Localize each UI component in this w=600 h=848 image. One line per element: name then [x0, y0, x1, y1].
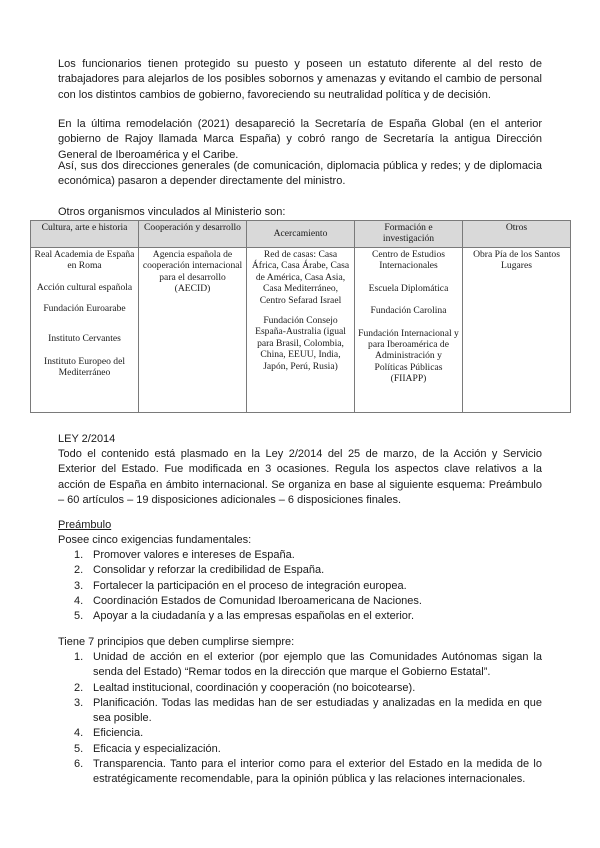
- org-accion-cultural: Acción cultural española: [36, 281, 133, 293]
- list-item: 4. Eficiencia.: [74, 727, 144, 740]
- list-item: 3. Planificación. Todas las medidas han de ser estudiadas y analizadas en la medida en que sea posible.: [74, 696, 542, 725]
- org-fundacion-euroarabe: Fundación Euroarabe: [43, 303, 126, 315]
- ley-title: LEY 2/2014: [58, 433, 116, 445]
- principios-intro: Tiene 7 principios que deben cumplirse siempre:: [58, 636, 295, 648]
- intro-paragraph-2: En la última remodelación (2021) desapareció la Secretaría de España Global (en el anterior gobierno de Rajoy llamada Marca España) y cobró rango de Secretaría la antigua Dirección General de Iberoamérica y el Caribe.: [58, 118, 542, 161]
- header-cultura: Cultura, arte e historia: [31, 221, 139, 248]
- header-otros: Otros: [463, 221, 571, 248]
- org-real-academia: Real Academia de España en Roma: [34, 249, 135, 272]
- org-centro-estudios: Centro de Estudios Internacionales: [371, 249, 445, 272]
- list-item: 4. Coordinación Estados de Comunidad Iberoamericana de Naciones.: [74, 594, 422, 607]
- list-item: 5. Apoyar a la ciudadanía y a las empresas españolas en el exterior.: [74, 610, 415, 623]
- ley-paragraph: Todo el contenido está plasmado en la Ley 2/2014 del 25 de marzo, de la Acción y Servicio Exterior del Estado. Fue modificada en 3 ocasiones. Regula los aspectos clave relativos a la acción de España en ámbito internacional. Se organiza en base al siguiente esquema: Preámbulo – 60 artículos – 19 disposiciones adicionales – 6 disposiciones finales.: [58, 448, 542, 506]
- table-caption: Otros organismos vinculados al Ministerio son:: [58, 206, 286, 218]
- org-obra-pia: Obra Pía de los Santos Lugares: [473, 249, 560, 272]
- org-aecid: Agencia española de cooperación internacional para el desarrollo (AECID): [142, 249, 243, 295]
- preambulo-intro: Posee cinco exigencias fundamentales:: [58, 534, 252, 546]
- header-cooperacion: Cooperación y desarrollo: [139, 221, 247, 248]
- header-acercamiento: Acercamiento: [247, 221, 355, 248]
- list-item: 5. Eficacia y especialización.: [74, 742, 221, 755]
- organisms-table: [30, 220, 571, 413]
- table-row: [31, 248, 571, 413]
- org-instituto-cervantes: Instituto Cervantes: [48, 332, 121, 344]
- org-fundacion-carolina: Fundación Carolina: [370, 305, 447, 317]
- list-item: 2. Lealtad institucional, coordinación y cooperación (no boicotearse).: [74, 681, 416, 694]
- org-fundacion-consejo: Fundación Consejo España-Australia (igual para Brasil, Colombia, China, EEUU, India, Japón, Perú, Rusia): [255, 315, 346, 372]
- cell-formacion: [355, 248, 463, 413]
- cell-acercamiento: [247, 248, 355, 413]
- org-red-de-casas: Red de casas: Casa África, Casa Árabe, Casa de América, Casa Asia, Casa Mediterráneo, Centro Sefarad Israel: [251, 249, 350, 306]
- cell-cooperacion: [139, 248, 247, 413]
- org-instituto-europeo: Instituto Europeo del Mediterráneo: [44, 356, 125, 379]
- intro-paragraph-3: Así, sus dos direcciones generales (de comunicación, diplomacia pública y redes; y de diplomacia económica) pasaron a depender directamente del ministro.: [58, 160, 542, 188]
- list-item: 1. Promover valores e intereses de España.: [74, 549, 295, 561]
- list-item: 6. Transparencia. Tanto para el interior como para el exterior del Estado en la medida de lo estratégicamente recomendable, para la opinión pública y las relaciones internacionales.: [74, 758, 542, 786]
- list-item: 1. Unidad de acción en el exterior (por ejemplo que las Comunidades Autónomas sigan la senda del Estado) “Remar todos en la dirección que marque el Gobierno Estatal”.: [74, 651, 542, 679]
- list-item: 3. Fortalecer la participación en el proceso de integración europea.: [74, 579, 407, 592]
- org-fiiapp: Fundación Internacional y para Iberoamérica de Administración y Políticas Públicas (FIIAPP): [358, 327, 459, 385]
- intro-paragraph-1: Los funcionarios tienen protegido su puesto y poseen un estatuto diferente al del resto de trabajadores para alejarlos de los posibles sobornos y amenazas y evitando el cambio de personal con los distintos cambios de gobierno, favoreciendo su neutralidad política y de decisión.: [58, 58, 542, 101]
- preambulo-heading: Preámbulo: [58, 519, 112, 531]
- list-item: 2. Consolidar y reforzar la credibilidad de España.: [74, 564, 325, 577]
- cell-cultura: [31, 248, 139, 413]
- header-formacion: Formación e investigación: [355, 221, 463, 248]
- cell-otros: [463, 248, 571, 413]
- org-escuela-diplomatica: Escuela Diplomática: [368, 282, 449, 294]
- exigencias-list: [58, 548, 542, 624]
- principios-list: [58, 650, 542, 788]
- table-header-row: [31, 221, 571, 248]
